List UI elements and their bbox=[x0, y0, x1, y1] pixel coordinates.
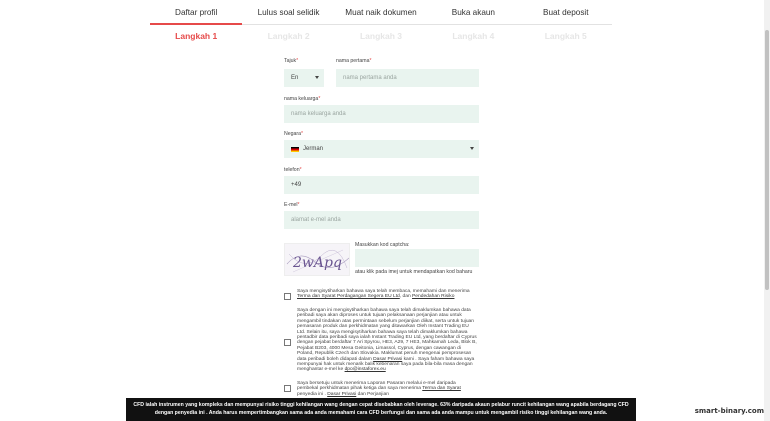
first-name-label: nama pertama* bbox=[336, 58, 372, 64]
step-tab-1[interactable]: Daftar profil bbox=[150, 0, 242, 25]
first-name-input[interactable]: nama pertama anda bbox=[336, 69, 479, 87]
risk-warning-banner: CFD ialah instrumen yang kompleks dan mempunyai risiko tinggi kehilangan wang dengan cepat disebabkan oleh leverage. 63% daripada akaun pelabur runcit kehilangan wang apabila berdagang CFD dengan penyedia ini . Anda harus mempertimbangkan sama ada anda memahami cara CFD berfungsi dan sama ada anda mampu untuk mengambil risiko tinggi kehilangan wang anda. bbox=[126, 398, 636, 421]
risk-disclosure-link[interactable]: Pendedahan Risiko bbox=[412, 294, 455, 300]
consent-terms-checkbox[interactable] bbox=[284, 293, 291, 300]
step-tab-2[interactable]: Lulus soal selidik bbox=[242, 0, 334, 25]
registration-stepper bbox=[150, 0, 612, 44]
country-select[interactable]: Jerman bbox=[284, 140, 479, 158]
terms-conditions-link[interactable]: Terma dan Syarat bbox=[422, 386, 461, 392]
step-label-2: Langkah 2 bbox=[267, 31, 310, 41]
consent-marketing-checkbox[interactable] bbox=[284, 385, 291, 392]
step-tab-3[interactable]: Muat naik dokumen bbox=[335, 0, 427, 25]
country-label: Negara* bbox=[284, 131, 304, 137]
email-label: E-mel* bbox=[284, 202, 300, 208]
last-name-label: nama keluarga* bbox=[284, 96, 321, 102]
terms-link[interactable]: Terma dan Syarat Perdagangan Segera EU Ltd bbox=[297, 294, 400, 300]
consent-marketing-text: Saya bersetuju untuk menerima Laporan Pasaran melalui e-mel daripada pembekal perkhidmatan pihak ketiga dan saya menerima Terma dan Syarat penyedia ini . Dasar Privasi dan Perjanjian bbox=[297, 381, 461, 397]
phone-input[interactable]: +49 bbox=[284, 176, 479, 194]
email-input[interactable]: alamat e-mel anda bbox=[284, 211, 479, 229]
captcha-noise bbox=[285, 244, 350, 276]
step-tab-5[interactable]: Buat deposit bbox=[520, 0, 612, 25]
captcha-input[interactable] bbox=[355, 249, 479, 267]
chevron-down-icon bbox=[315, 76, 319, 79]
consent-privacy-checkbox[interactable] bbox=[284, 339, 291, 346]
scrollbar-thumb[interactable] bbox=[765, 30, 769, 290]
germany-flag-icon bbox=[291, 147, 299, 152]
privacy-policy-link[interactable]: Dasar Privasi bbox=[373, 356, 403, 362]
consent-terms-text: Saya mengisytiharkan bahawa saya telah membaca, memahami dan menerima Terma dan Syarat Perdagangan Segera EU Ltd, dan Pendedahan Risiko bbox=[297, 289, 470, 300]
captcha-image[interactable] bbox=[284, 243, 350, 276]
captcha-label: Masukkan kod captcha: bbox=[355, 242, 410, 248]
step-tab-4[interactable]: Buka akaun bbox=[427, 0, 519, 25]
scrollbar-track[interactable] bbox=[764, 0, 770, 421]
dpo-email-link[interactable]: dpo@instaforex.eu bbox=[344, 367, 386, 373]
title-label: Tajuk* bbox=[284, 58, 299, 64]
step-label-4: Langkah 4 bbox=[452, 31, 495, 41]
consent-privacy-text: Saya dengan ini mengisytiharkan bahawa saya telah dimaklumkan bahawa data peribadi saya akan diproses untuk tujuan pelaksanaan perjanjian atau untuk mengambil tindakan atas permintaan sebelum perjanjian diikat, serta untuk tujuan pemasaran produk dan perkhidmatan yang ditawarkan Oleh Instant Trading EU Ltd. Selain itu, saya mengisytiharkan bahawa saya telah dimaklumkan bahawa pentadbir data peribadi saya ialah Instant Trading EU Ltd, yang berdaftar di Cyprus dengan pejabat berdaftar 7 Ari Spyrou, HE3, A29, 7 HE3, Mahkamah Leda, Blok B, Pejabat B203, 4000 Mesa Geitonia, Limassol, Cyprus, dengan cawangan di Poland, Republik Czech dan Slovakia. Maklumat penuh mengenai pemprosesan data peribadi boleh didapati dalam Dasar Privasi kami . Saya faham bahawa saya mempunyai hak untuk menarik balik kebenaran saya pada bila-bila masa dengan menghantar e-mel ke dpo@instaforex.eu bbox=[297, 308, 477, 373]
chevron-down-icon bbox=[470, 147, 474, 150]
title-select[interactable]: En bbox=[284, 69, 324, 87]
step-label-5: Langkah 5 bbox=[544, 31, 587, 41]
step-label-3: Langkah 3 bbox=[359, 31, 402, 41]
captcha-hint: atau klik pada imej untuk mendapatkan kod baharu bbox=[355, 269, 473, 275]
last-name-input[interactable]: nama keluarga anda bbox=[284, 105, 479, 123]
privacy-policy-link-2[interactable]: Dasar Privasi bbox=[327, 391, 357, 397]
captcha-text: 2wApq bbox=[293, 255, 342, 271]
phone-label: telefon* bbox=[284, 167, 302, 173]
site-watermark: smart-binary.com bbox=[694, 407, 764, 415]
step-label-1: Langkah 1 bbox=[175, 31, 218, 41]
